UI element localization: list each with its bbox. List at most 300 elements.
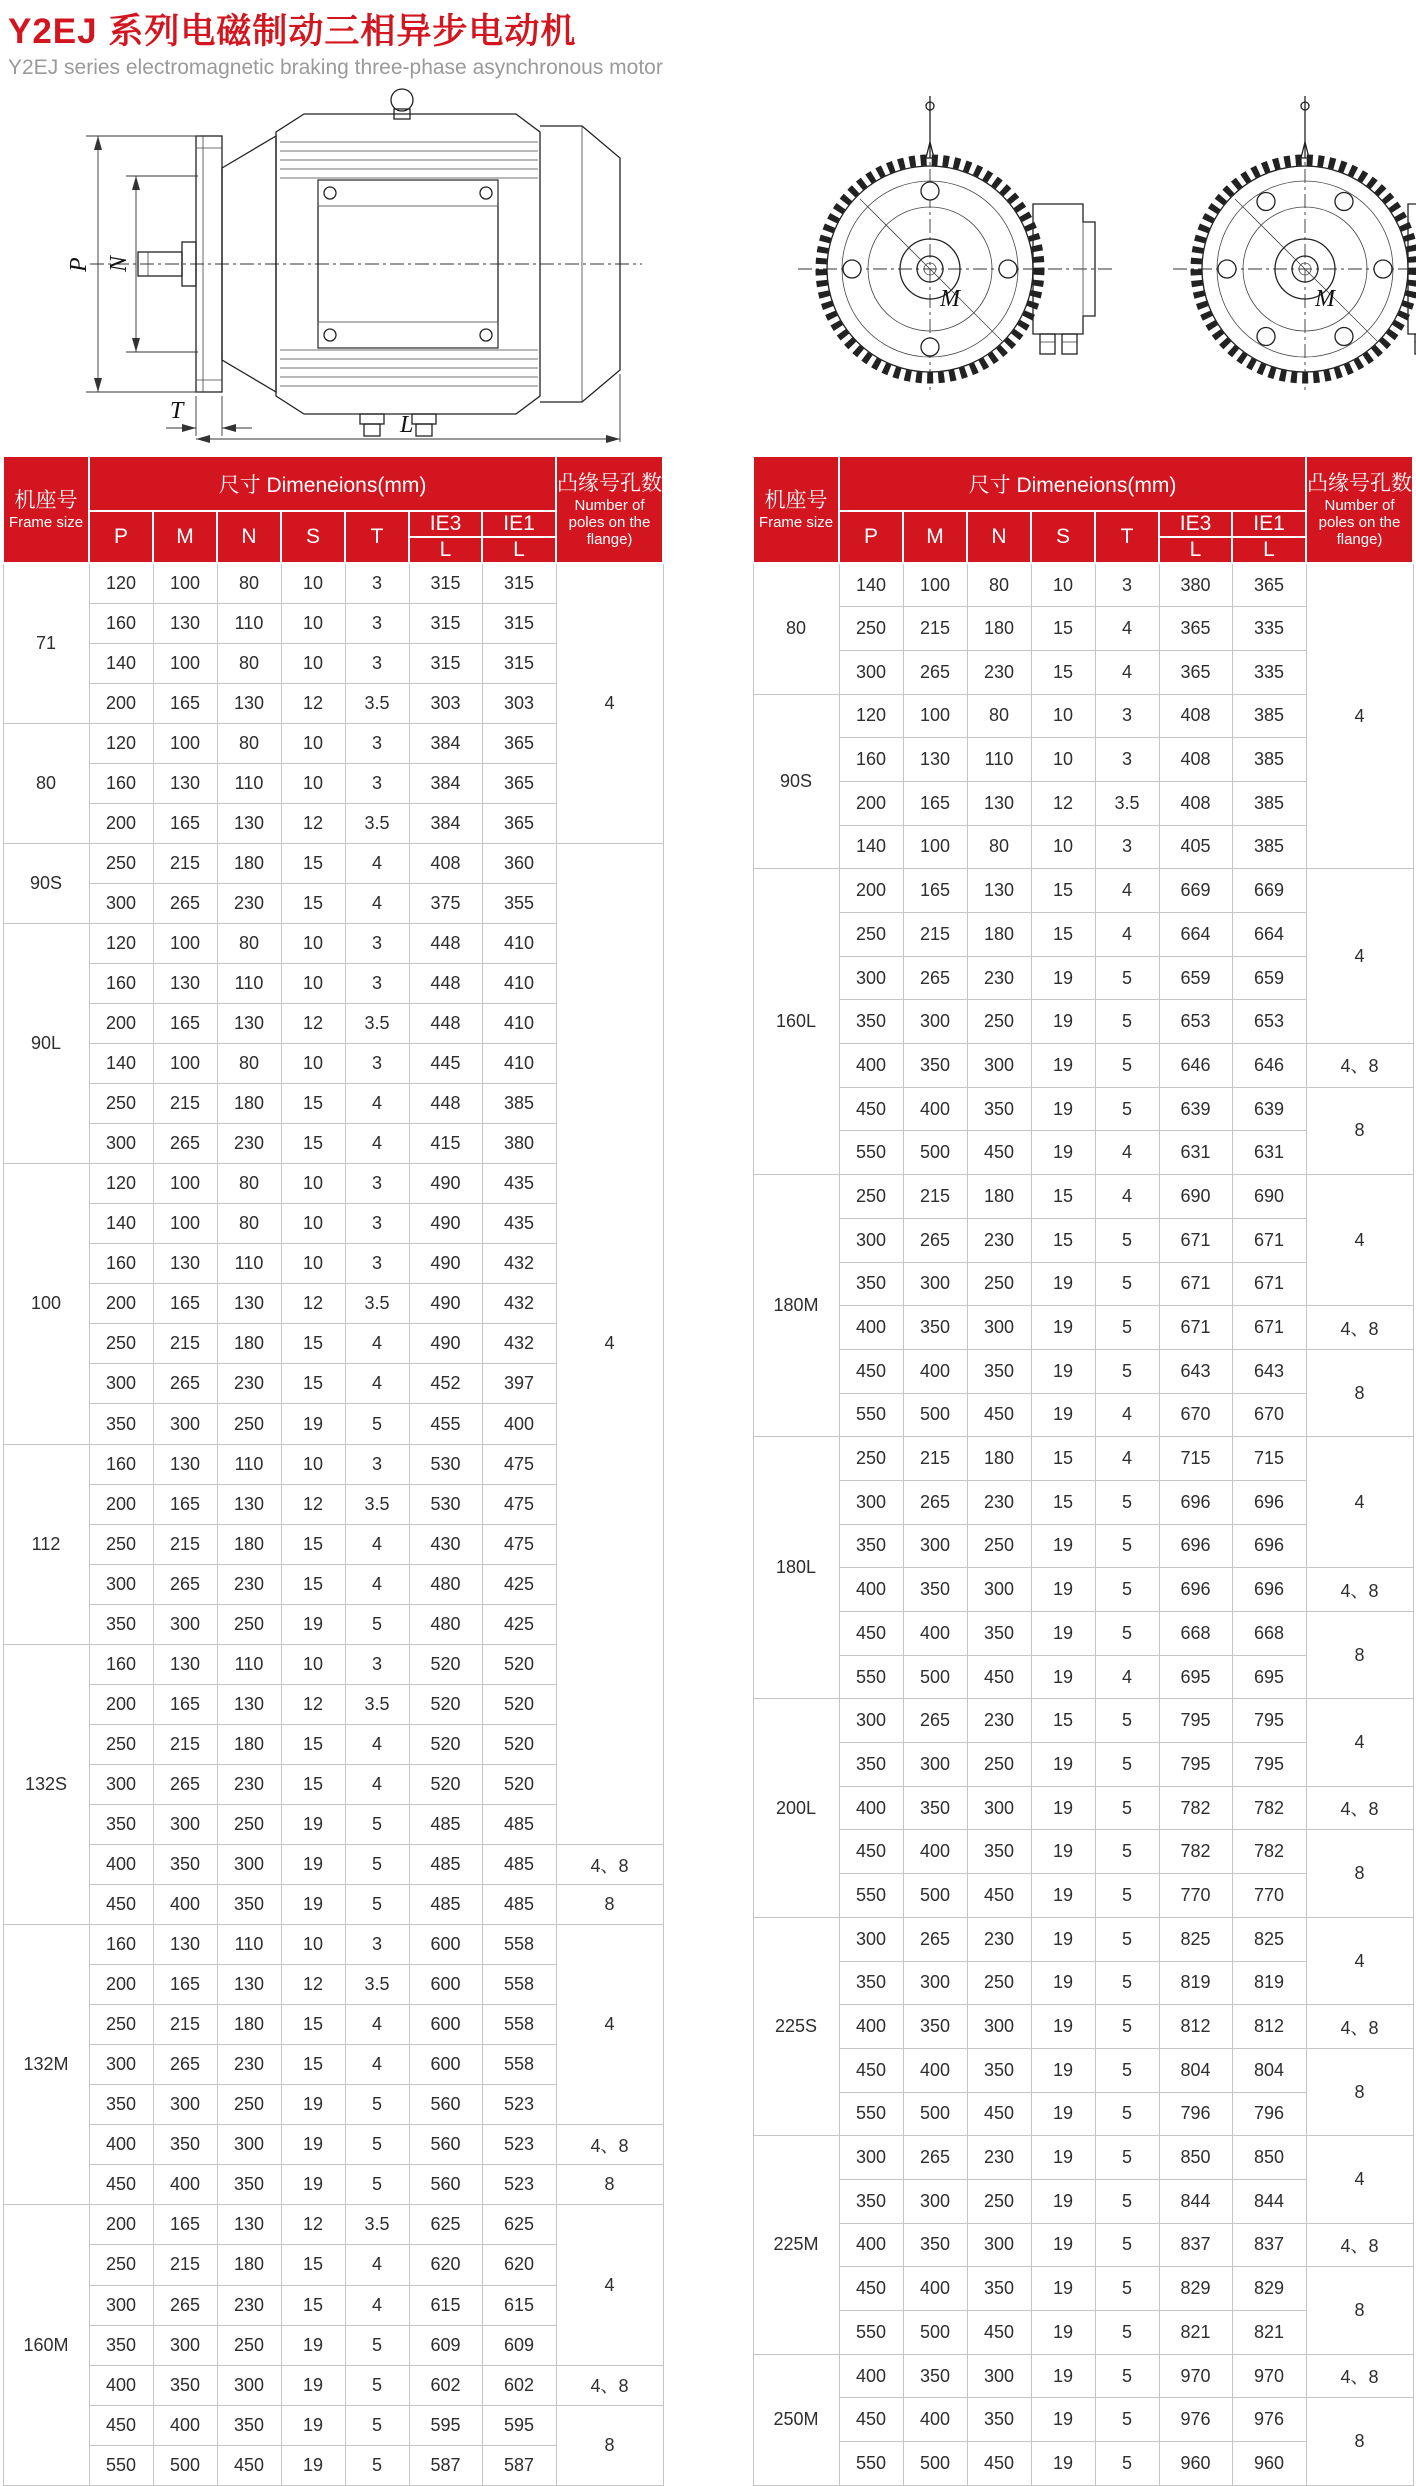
dimension-cell: 795 (1159, 1743, 1232, 1787)
dimension-cell: 432 (482, 1244, 556, 1284)
dimension-cell: 335 (1232, 650, 1306, 694)
dimension-cell: 5 (1095, 2311, 1159, 2355)
dimension-cell: 4 (345, 1364, 409, 1404)
page-header (0, 0, 1416, 80)
dimension-cell: 300 (839, 1480, 903, 1524)
dimension-cell: 400 (903, 2267, 967, 2311)
dimension-cell: 595 (482, 2405, 556, 2445)
dimension-cell: 490 (409, 1244, 482, 1284)
dimension-cell: 315 (482, 643, 556, 683)
dimension-cell: 200 (89, 1284, 153, 1324)
dimension-cell: 829 (1159, 2267, 1232, 2311)
dimension-cell: 80 (217, 1164, 281, 1204)
dimension-cell: 485 (409, 1804, 482, 1844)
dimension-cell: 19 (281, 2325, 345, 2365)
dimension-cell: 350 (967, 1087, 1031, 1131)
dimension-cell: 120 (89, 563, 153, 603)
dimension-cell: 795 (1232, 1743, 1306, 1787)
dimension-cell: 5 (1095, 1087, 1159, 1131)
dimension-cell: 620 (409, 2245, 482, 2285)
frame-size-cell: 132M (3, 1925, 89, 2205)
dimension-cell: 3 (345, 1244, 409, 1284)
dimension-cell: 3 (345, 1204, 409, 1244)
dimension-cell: 400 (839, 2354, 903, 2398)
dimension-cell: 3.5 (345, 803, 409, 843)
dimension-cell: 435 (482, 1164, 556, 1204)
dimension-cell: 782 (1232, 1830, 1306, 1874)
flange-holes-cell: 8 (556, 2405, 663, 2485)
dimension-cell: 500 (903, 1655, 967, 1699)
technical-drawings (0, 84, 1416, 444)
dimension-cell: 5 (1095, 2267, 1159, 2311)
dimension-cell: 250 (217, 1404, 281, 1444)
dimension-cell: 100 (153, 923, 217, 963)
dimension-cell: 140 (839, 825, 903, 869)
col-header-l: L (409, 537, 482, 563)
dimension-cell: 5 (1095, 1874, 1159, 1918)
dimension-cell: 140 (839, 563, 903, 607)
dimension-cell: 450 (839, 1830, 903, 1874)
dimension-cell: 140 (89, 1204, 153, 1244)
dimension-cell: 480 (409, 1564, 482, 1604)
dimension-cell: 300 (839, 2136, 903, 2180)
flange-holes-cell: 4 (1306, 1917, 1413, 2004)
dimension-cell: 350 (217, 1885, 281, 1925)
dimension-cell: 130 (153, 1244, 217, 1284)
dimension-cell: 782 (1232, 1786, 1306, 1830)
dimension-cell: 10 (281, 1044, 345, 1084)
dimension-cell: 100 (153, 1204, 217, 1244)
dimension-cell: 110 (217, 763, 281, 803)
dimension-cell: 5 (1095, 956, 1159, 1000)
dimension-cell: 5 (1095, 2048, 1159, 2092)
dimension-cell: 400 (839, 2223, 903, 2267)
dimension-cell: 5 (1095, 1480, 1159, 1524)
dimensions-header: 尺寸 Dimeneions(mm) (89, 456, 556, 511)
dimension-cell: 19 (281, 1804, 345, 1844)
dimension-cell: 250 (217, 1804, 281, 1844)
flange-holes-cell: 4 (556, 1925, 663, 2125)
dimension-cell: 200 (89, 1484, 153, 1524)
dimension-cell: 250 (89, 843, 153, 883)
dimension-cell: 10 (281, 1444, 345, 1484)
dimension-cell: 4 (1095, 1175, 1159, 1219)
dimension-cell: 19 (1031, 2005, 1095, 2049)
dimension-cell: 19 (1031, 2398, 1095, 2442)
dimension-cell: 230 (967, 956, 1031, 1000)
dimension-cell: 5 (1095, 1743, 1159, 1787)
dimension-cell: 3.5 (345, 1965, 409, 2005)
dimension-cell: 19 (1031, 2354, 1095, 2398)
dimension-cell: 19 (1031, 2179, 1095, 2223)
table-row (753, 1044, 1413, 1088)
frame-size-cell: 160M (3, 2205, 89, 2485)
dimension-cell: 425 (482, 1564, 556, 1604)
flange-holes-cell: 4 (1306, 1699, 1413, 1786)
dimension-cell: 400 (89, 2125, 153, 2165)
dimension-cell: 3 (1095, 694, 1159, 738)
dimension-cell: 215 (153, 1324, 217, 1364)
frame-size-cell: 225S (753, 1917, 839, 2135)
dimension-cell: 5 (1095, 1000, 1159, 1044)
dimension-cell: 970 (1159, 2354, 1232, 2398)
dimension-cell: 448 (409, 1084, 482, 1124)
dimension-cell: 300 (153, 2325, 217, 2365)
dimension-cell: 4 (345, 1524, 409, 1564)
flange-holes-cell: 8 (1306, 1349, 1413, 1436)
dimension-cell: 230 (967, 2136, 1031, 2180)
dimension-cell: 10 (281, 1644, 345, 1684)
dimension-cell: 350 (217, 2165, 281, 2205)
dimension-cell: 365 (482, 803, 556, 843)
flange-holes-cell: 4 (1306, 1175, 1413, 1306)
dimension-cell: 400 (839, 2005, 903, 2049)
dimension-cell: 558 (482, 2045, 556, 2085)
dimension-cell: 19 (1031, 1612, 1095, 1656)
dimension-cell: 782 (1159, 1830, 1232, 1874)
table-row (3, 2165, 663, 2205)
dimension-cell: 380 (1159, 563, 1232, 607)
dimension-cell: 100 (903, 563, 967, 607)
dimension-cell: 80 (967, 694, 1031, 738)
dimension-cell: 300 (967, 2005, 1031, 2049)
dimension-cell: 350 (967, 2267, 1031, 2311)
dimension-cell: 180 (217, 843, 281, 883)
dimension-cell: 500 (903, 1131, 967, 1175)
dimension-cell: 485 (409, 1845, 482, 1885)
dimension-cell: 100 (153, 563, 217, 603)
flange-holes-cell: 4、8 (1306, 2223, 1413, 2267)
dimension-cell: 19 (281, 1845, 345, 1885)
dimension-cell: 250 (967, 2179, 1031, 2223)
dim-label-p: P (66, 257, 92, 272)
dimension-cell: 405 (1159, 825, 1232, 869)
table-row (753, 1568, 1413, 1612)
dimension-cell: 230 (217, 1564, 281, 1604)
col-header-l: L (1159, 537, 1232, 563)
table-row (753, 2267, 1413, 2311)
dimension-cell: 350 (903, 1786, 967, 1830)
dimension-cell: 300 (903, 2179, 967, 2223)
dimension-cell: 653 (1159, 1000, 1232, 1044)
dimension-cell: 80 (967, 825, 1031, 869)
dimension-cell: 180 (217, 1324, 281, 1364)
dimension-cell: 3 (345, 563, 409, 603)
dimension-cell: 844 (1232, 2179, 1306, 2223)
dimension-cell: 670 (1232, 1393, 1306, 1437)
dimension-cell: 385 (1232, 694, 1306, 738)
dimension-cell: 490 (409, 1164, 482, 1204)
dimension-cell: 5 (1095, 2442, 1159, 2486)
table-row (753, 1786, 1413, 1830)
motor-front-view-drawing-1 (790, 84, 1120, 444)
dimension-cell: 250 (967, 1000, 1031, 1044)
dimension-cell: 130 (967, 869, 1031, 913)
dimension-cell: 300 (839, 1218, 903, 1262)
col-header-t: T (345, 511, 409, 563)
dimension-cell: 315 (409, 563, 482, 603)
dimension-cell: 4 (345, 2285, 409, 2325)
dimension-cell: 804 (1232, 2048, 1306, 2092)
dimension-cell: 595 (409, 2405, 482, 2445)
flange-holes-cell: 4 (1306, 869, 1413, 1044)
dimension-cell: 215 (903, 1437, 967, 1481)
dimension-cell: 558 (482, 1925, 556, 1965)
dimension-cell: 130 (217, 1004, 281, 1044)
dimension-cell: 664 (1232, 913, 1306, 957)
table-row (3, 2365, 663, 2405)
dimension-cell: 130 (217, 1284, 281, 1324)
dimension-cell: 3 (345, 963, 409, 1003)
dimension-cell: 303 (482, 683, 556, 723)
col-header-n: N (217, 511, 281, 563)
dimension-cell: 10 (281, 763, 345, 803)
dimension-cell: 15 (281, 1564, 345, 1604)
dimension-cell: 408 (1159, 781, 1232, 825)
dimension-cell: 300 (839, 1917, 903, 1961)
dimension-cell: 400 (903, 1349, 967, 1393)
dimension-cell: 5 (1095, 1306, 1159, 1350)
dimension-cell: 3 (345, 1925, 409, 1965)
dimension-cell: 265 (153, 1364, 217, 1404)
frame-size-cell: 180M (753, 1175, 839, 1437)
dimension-cell: 500 (903, 1393, 967, 1437)
dimension-cell: 400 (903, 1612, 967, 1656)
dimension-cell: 315 (409, 643, 482, 683)
col-header-m: M (153, 511, 217, 563)
dimension-cell: 215 (153, 843, 217, 883)
col-header-ie1: IE1 (1232, 511, 1306, 537)
dimension-cell: 475 (482, 1484, 556, 1524)
dimension-cell: 639 (1159, 1087, 1232, 1131)
dimension-cell: 360 (482, 843, 556, 883)
dimension-cell: 12 (281, 2205, 345, 2245)
dimension-cell: 120 (89, 1164, 153, 1204)
dimension-cell: 3 (345, 1164, 409, 1204)
table-row (753, 2048, 1413, 2092)
dimension-cell: 3.5 (345, 1684, 409, 1724)
dimension-cell: 520 (482, 1724, 556, 1764)
dimension-cell: 432 (482, 1284, 556, 1324)
dimension-cell: 250 (89, 2245, 153, 2285)
dimension-cell: 450 (839, 1087, 903, 1131)
dimension-cell: 10 (1031, 563, 1095, 607)
dimension-cell: 100 (153, 643, 217, 683)
table-row (3, 1885, 663, 1925)
dimension-cell: 350 (89, 2085, 153, 2125)
dimension-cell: 19 (281, 1404, 345, 1444)
col-header-ie3: IE3 (409, 511, 482, 537)
dimension-cell: 5 (1095, 1786, 1159, 1830)
dimension-cell: 230 (967, 650, 1031, 694)
frame-size-cell: 160L (753, 869, 839, 1175)
dimension-cell: 300 (89, 1124, 153, 1164)
dimension-cell: 80 (217, 723, 281, 763)
dimension-cell: 19 (1031, 1349, 1095, 1393)
dimension-cell: 350 (903, 2005, 967, 2049)
dimension-cell: 3.5 (345, 2205, 409, 2245)
dimension-cell: 5 (1095, 1699, 1159, 1743)
dimension-cell: 5 (1095, 2005, 1159, 2049)
dimension-cell: 659 (1159, 956, 1232, 1000)
dimension-cell: 410 (482, 1044, 556, 1084)
table-row (753, 563, 1413, 607)
dimension-cell: 19 (1031, 1087, 1095, 1131)
dimension-cell: 5 (1095, 2092, 1159, 2136)
dimension-cell: 960 (1159, 2442, 1232, 2486)
dimension-cell: 100 (903, 694, 967, 738)
dimension-cell: 500 (153, 2445, 217, 2485)
dimension-cell: 300 (903, 1262, 967, 1306)
dimension-cell: 250 (89, 2005, 153, 2045)
dimension-cell: 19 (1031, 2442, 1095, 2486)
motor-side-view-drawing (30, 84, 650, 444)
dimension-cell: 130 (153, 1925, 217, 1965)
table-row (753, 2136, 1413, 2180)
dimension-cell: 80 (217, 1204, 281, 1244)
dimension-cell: 350 (903, 2223, 967, 2267)
dimension-cell: 200 (89, 1965, 153, 2005)
dimension-cell: 19 (1031, 1044, 1095, 1088)
flange-holes-cell: 4、8 (1306, 1306, 1413, 1350)
dimension-cell: 250 (839, 607, 903, 651)
col-header-ie3: IE3 (1159, 511, 1232, 537)
dimension-cell: 520 (409, 1684, 482, 1724)
dimension-cell: 15 (1031, 913, 1095, 957)
dimension-cell: 5 (345, 1885, 409, 1925)
dimension-cell: 300 (217, 2125, 281, 2165)
dimension-cell: 15 (1031, 1480, 1095, 1524)
frame-size-cell: 225M (753, 2136, 839, 2354)
flange-holes-cell: 4、8 (1306, 1044, 1413, 1088)
dimension-cell: 550 (839, 2092, 903, 2136)
dimension-cell: 600 (409, 1925, 482, 1965)
dimension-cell: 300 (903, 1961, 967, 2005)
dimension-cell: 350 (89, 1804, 153, 1844)
dimension-cell: 250 (967, 1262, 1031, 1306)
dimension-cell: 265 (903, 1699, 967, 1743)
dimension-cell: 300 (89, 1564, 153, 1604)
dimension-cell: 4 (345, 1084, 409, 1124)
dimension-cell: 165 (903, 869, 967, 913)
dimension-cell: 15 (1031, 1699, 1095, 1743)
frame-size-header: 机座号 Frame size (3, 456, 89, 563)
dimension-cell: 365 (482, 763, 556, 803)
dimension-cell: 4 (345, 883, 409, 923)
dimension-cell: 120 (89, 723, 153, 763)
dimension-cell: 560 (409, 2165, 482, 2205)
flange-holes-cell: 4 (1306, 2136, 1413, 2223)
flange-holes-cell: 8 (1306, 2048, 1413, 2135)
dimension-cell: 600 (409, 2045, 482, 2085)
dimension-cell: 4 (345, 2045, 409, 2085)
col-header-l: L (482, 537, 556, 563)
page-subtitle: Y2EJ series electromagnetic braking three-phase asynchronous motor (8, 55, 663, 79)
dimension-cell: 609 (409, 2325, 482, 2365)
dimension-cell: 15 (1031, 1218, 1095, 1262)
dimension-cell: 15 (281, 2285, 345, 2325)
dimension-cell: 160 (89, 1244, 153, 1284)
dimension-cell: 80 (217, 923, 281, 963)
dimension-cell: 602 (482, 2365, 556, 2405)
dimension-cell: 250 (839, 1437, 903, 1481)
dimension-cell: 230 (217, 883, 281, 923)
dimension-cell: 770 (1232, 1874, 1306, 1918)
dimension-cell: 140 (89, 1044, 153, 1084)
dimension-cell: 110 (217, 603, 281, 643)
dimension-cell: 350 (967, 1349, 1031, 1393)
spec-tables (2, 455, 1414, 2486)
dimension-cell: 19 (1031, 1131, 1095, 1175)
dimension-cell: 350 (903, 1044, 967, 1088)
table-row (3, 2205, 663, 2245)
dimension-cell: 400 (89, 1845, 153, 1885)
dimension-cell: 631 (1159, 1131, 1232, 1175)
dimension-cell: 384 (409, 763, 482, 803)
dimension-cell: 450 (967, 1393, 1031, 1437)
dimension-cell: 5 (1095, 1917, 1159, 1961)
table-row (753, 2005, 1413, 2049)
dimension-cell: 350 (839, 1000, 903, 1044)
dimension-cell: 180 (217, 1524, 281, 1564)
dimension-cell: 350 (839, 1961, 903, 2005)
dimension-cell: 160 (89, 1925, 153, 1965)
dim-label-t: T (170, 397, 184, 424)
dimension-cell: 448 (409, 963, 482, 1003)
dimension-cell: 500 (903, 2442, 967, 2486)
dimension-cell: 250 (839, 1175, 903, 1219)
dimension-cell: 130 (153, 1444, 217, 1484)
dimension-cell: 15 (281, 2045, 345, 2085)
frame-size-cell: 200L (753, 1699, 839, 1917)
dimension-cell: 165 (153, 1284, 217, 1324)
dimension-cell: 15 (281, 843, 345, 883)
dimension-cell: 19 (281, 2445, 345, 2485)
dimension-cell: 230 (217, 1764, 281, 1804)
dimension-cell: 631 (1232, 1131, 1306, 1175)
table-row (753, 1087, 1413, 1131)
dimension-cell: 355 (482, 883, 556, 923)
dimension-cell: 4 (1095, 607, 1159, 651)
dimension-cell: 12 (1031, 781, 1095, 825)
flange-holes-cell: 8 (556, 2165, 663, 2205)
dimension-cell: 400 (839, 1306, 903, 1350)
dimension-cell: 829 (1232, 2267, 1306, 2311)
dimension-cell: 520 (409, 1764, 482, 1804)
dimension-cell: 430 (409, 1524, 482, 1564)
dimension-cell: 130 (903, 738, 967, 782)
table-row (3, 843, 663, 883)
dimension-cell: 15 (1031, 650, 1095, 694)
table-row (753, 2223, 1413, 2267)
dimension-cell: 100 (903, 825, 967, 869)
dimension-cell: 5 (1095, 1262, 1159, 1306)
col-header-p: P (89, 511, 153, 563)
dimension-cell: 523 (482, 2165, 556, 2205)
dimension-cell: 19 (1031, 1524, 1095, 1568)
dimension-cell: 664 (1159, 913, 1232, 957)
dimension-cell: 3 (345, 923, 409, 963)
dimension-cell: 385 (482, 1084, 556, 1124)
dimension-cell: 600 (409, 2005, 482, 2045)
dimension-cell: 215 (153, 1524, 217, 1564)
dimension-cell: 12 (281, 1965, 345, 2005)
dimension-cell: 671 (1159, 1262, 1232, 1306)
dimension-cell: 400 (839, 1786, 903, 1830)
dimension-cell: 796 (1232, 2092, 1306, 2136)
flange-holes-cell: 8 (1306, 1612, 1413, 1699)
dimension-cell: 15 (281, 1364, 345, 1404)
